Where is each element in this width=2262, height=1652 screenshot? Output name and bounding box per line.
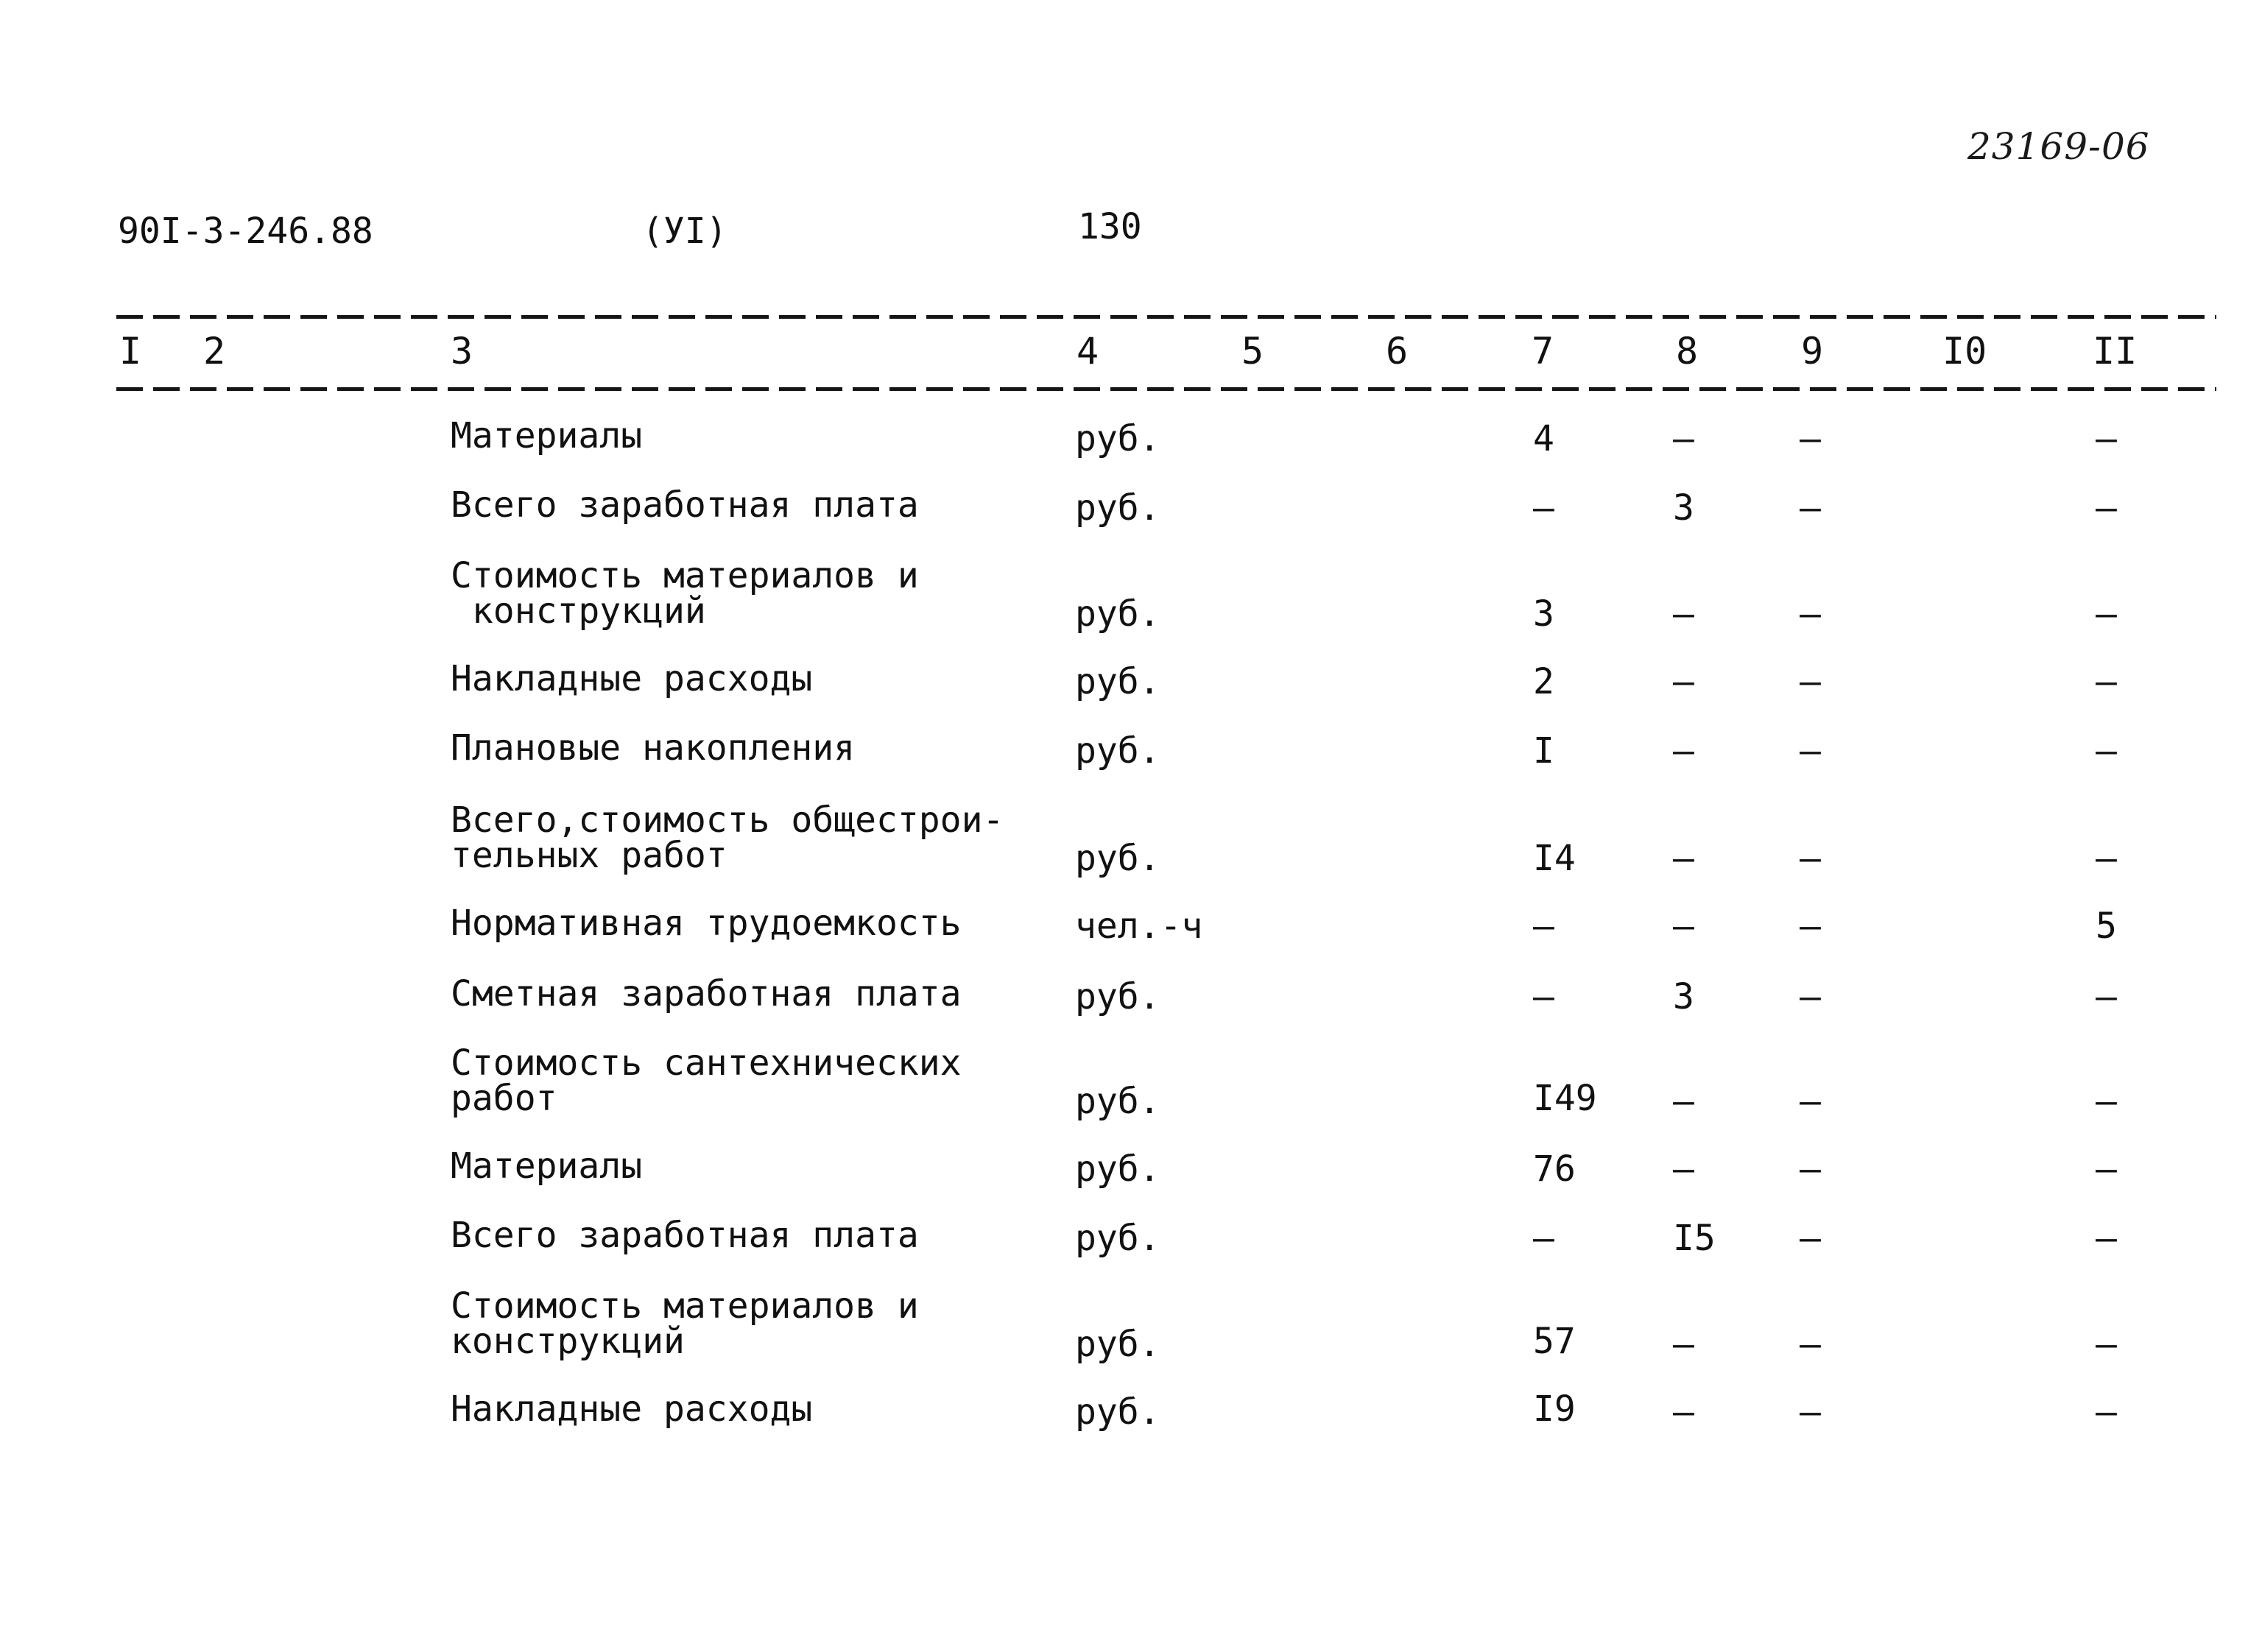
col-header-5: 5 <box>1241 330 1264 373</box>
col11-value: – <box>2096 838 2117 879</box>
col11-value: – <box>2096 1218 2117 1259</box>
item-unit: руб. <box>1075 976 1160 1017</box>
col8-value: – <box>1673 1148 1694 1190</box>
item-unit: руб. <box>1075 1081 1160 1122</box>
item-name: Накладные расходы <box>451 658 813 699</box>
col9-value: – <box>1800 661 1821 702</box>
col9-value: – <box>1800 838 1821 879</box>
col7-value: 3 <box>1533 593 1554 635</box>
document-code: 90I-3-246.88 <box>118 211 373 252</box>
col7-value: 76 <box>1533 1148 1576 1190</box>
col8-value: I5 <box>1673 1218 1716 1259</box>
col9-value: – <box>1800 730 1821 772</box>
col7-value: – <box>1533 1218 1554 1259</box>
item-unit: руб. <box>1075 1391 1160 1433</box>
col8-value: – <box>1673 418 1694 459</box>
col-header-9: 9 <box>1801 330 1824 373</box>
col7-value: – <box>1533 906 1554 947</box>
item-unit: руб. <box>1075 1218 1160 1259</box>
col8-value: 3 <box>1673 976 1694 1017</box>
col-header-6: 6 <box>1386 330 1409 373</box>
section-label: (УI) <box>642 211 727 252</box>
col-header-7: 7 <box>1532 330 1554 373</box>
item-unit: руб. <box>1075 1324 1160 1365</box>
col8-value: – <box>1673 661 1694 702</box>
col9-value: – <box>1800 906 1821 947</box>
col11-value: – <box>2096 1081 2117 1122</box>
col11-value: – <box>2096 418 2117 459</box>
col-header-1: I <box>119 330 142 373</box>
col9-value: – <box>1800 1391 1821 1433</box>
col7-value: 4 <box>1533 418 1554 459</box>
col9-value: – <box>1800 976 1821 1017</box>
col7-value: I <box>1533 730 1554 772</box>
item-name: Плановые накопления <box>451 727 856 769</box>
col-header-3: 3 <box>451 330 473 373</box>
page-number: 130 <box>1078 206 1142 247</box>
item-name: Всего заработная плата <box>451 1215 919 1256</box>
col11-value: – <box>2096 976 2117 1017</box>
col7-value: I49 <box>1533 1078 1597 1119</box>
col9-value: – <box>1800 1148 1821 1190</box>
table-top-rule <box>116 315 2216 319</box>
col-header-11: II <box>2093 330 2138 373</box>
col7-value: 57 <box>1533 1321 1576 1362</box>
col9-value: – <box>1800 593 1821 635</box>
col7-value: – <box>1533 976 1554 1017</box>
handwritten-stamp: 23169-06 <box>1967 125 2150 168</box>
col7-value: I4 <box>1533 838 1576 879</box>
col7-value: I9 <box>1533 1388 1576 1430</box>
col8-value: – <box>1673 906 1694 947</box>
col9-value: – <box>1800 1081 1821 1122</box>
table-header-rule <box>116 387 2216 391</box>
item-unit: руб. <box>1075 418 1160 459</box>
item-unit: руб. <box>1075 1148 1160 1190</box>
item-unit: руб. <box>1075 661 1160 702</box>
col11-value: – <box>2096 593 2117 635</box>
col8-value: – <box>1673 1391 1694 1433</box>
col11-value: 5 <box>2096 906 2117 947</box>
col-header-2: 2 <box>203 330 226 373</box>
col11-value: – <box>2096 487 2117 529</box>
col11-value: – <box>2096 661 2117 702</box>
item-name: Стоимость сантехнических работ <box>451 1042 962 1119</box>
col8-value: – <box>1673 730 1694 772</box>
item-unit: руб. <box>1075 593 1160 635</box>
col8-value: 3 <box>1673 487 1694 529</box>
item-name: Накладные расходы <box>451 1388 813 1430</box>
col11-value: – <box>2096 730 2117 772</box>
item-unit: руб. <box>1075 838 1160 879</box>
item-name: Сметная заработная плата <box>451 973 962 1014</box>
item-name: Стоимость материалов и конструкций <box>451 1285 919 1362</box>
col8-value: – <box>1673 1081 1694 1122</box>
item-unit: руб. <box>1075 730 1160 772</box>
col9-value: – <box>1800 1324 1821 1365</box>
item-name: Материалы <box>451 415 643 456</box>
col11-value: – <box>2096 1391 2117 1433</box>
col8-value: – <box>1673 593 1694 635</box>
item-name: Всего заработная плата <box>451 484 919 526</box>
col9-value: – <box>1800 418 1821 459</box>
item-name: Стоимость материалов и конструкций <box>451 555 919 632</box>
item-name: Нормативная трудоемкость <box>451 903 962 944</box>
col-header-10: I0 <box>1942 330 1987 373</box>
col8-value: – <box>1673 1324 1694 1365</box>
col7-value: – <box>1533 487 1554 529</box>
col11-value: – <box>2096 1324 2117 1365</box>
col-header-8: 8 <box>1676 330 1699 373</box>
col8-value: – <box>1673 838 1694 879</box>
item-unit: чел.-ч <box>1075 906 1203 947</box>
item-name: Материалы <box>451 1146 643 1187</box>
col9-value: – <box>1800 1218 1821 1259</box>
col11-value: – <box>2096 1148 2117 1190</box>
item-unit: руб. <box>1075 487 1160 529</box>
col-header-4: 4 <box>1077 330 1099 373</box>
col9-value: – <box>1800 487 1821 529</box>
item-name: Всего,стоимость общестрои- тельных работ <box>451 799 1004 876</box>
col7-value: 2 <box>1533 661 1554 702</box>
